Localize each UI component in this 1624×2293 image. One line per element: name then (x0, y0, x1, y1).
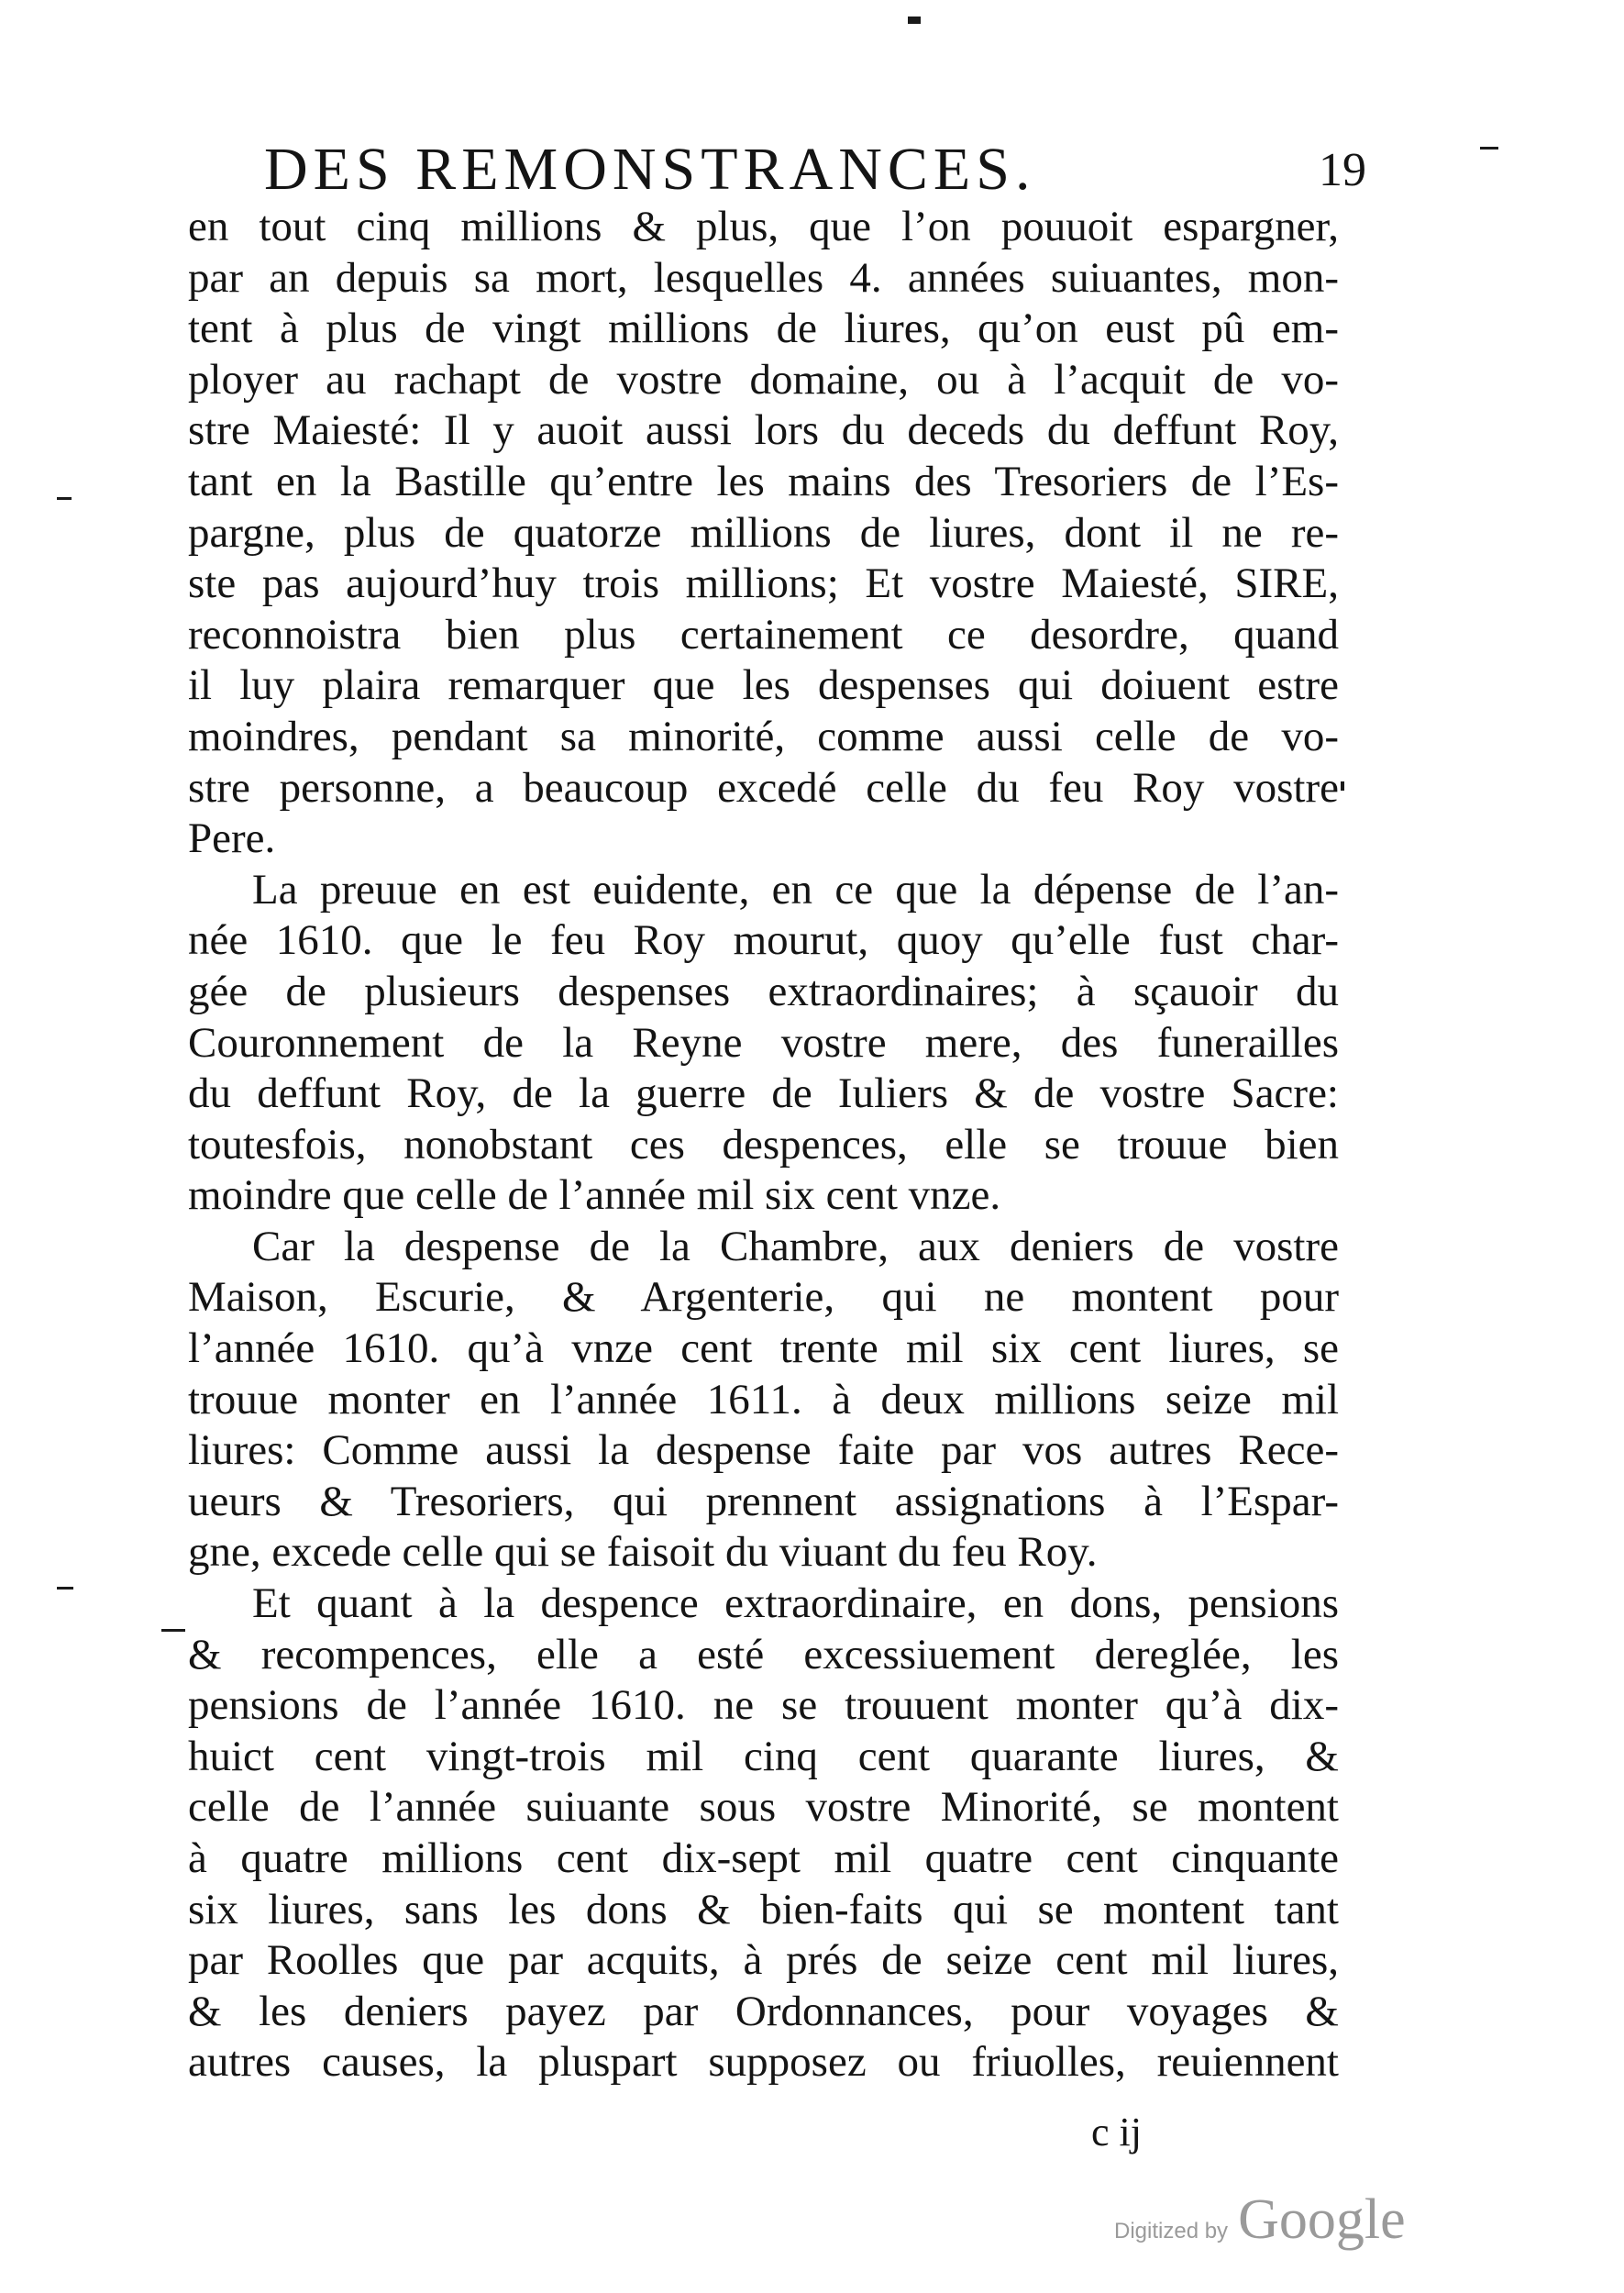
google-logo: Google (1238, 2188, 1406, 2251)
page-number: 19 (1319, 144, 1366, 196)
text-line: tent à plus de vingt millions de liures, qu’on eust pû em- (188, 305, 1339, 353)
text-line: du deffunt Roy, de la guerre de Iuliers & de vostre Sacre: (188, 1069, 1339, 1118)
text-line: Car la despense de la Chambre, aux deniers de vostre (252, 1222, 1339, 1270)
text-line: moindres, pendant sa minorité, comme aussi celle de vo- (188, 712, 1339, 760)
scan-speck (57, 497, 72, 500)
body-text (188, 202, 1339, 2088)
scan-speck (57, 1587, 73, 1590)
text-line: reconnoistra bien plus certainement ce desordre, quand (188, 610, 1339, 659)
text-line: Pere. (188, 814, 276, 863)
running-title: DES REMONSTRANCES. (264, 136, 1036, 203)
text-line: Couronnement de la Reyne vostre mere, des funerailles (188, 1018, 1339, 1067)
text-line: ste pas aujourd’huy trois millions; Et vostre Maiesté, SIRE, (188, 559, 1339, 608)
text-line: six liures, sans les dons & bien-faits qui se montent tant (188, 1885, 1339, 1933)
text-line: l’année 1610. qu’à vnze cent trente mil six cent liures, se (188, 1324, 1339, 1373)
scan-speck (1341, 781, 1344, 791)
text-line: trouue monter en l’année 1611. à deux millions seize mil (188, 1375, 1339, 1423)
text-line: liures: Comme aussi la despense faite par vos autres Rece- (188, 1426, 1339, 1475)
scan-speck (161, 1629, 185, 1632)
text-line: ployer au rachapt de vostre domaine, ou à l’acquit de vo- (188, 355, 1339, 404)
text-line: par Roolles que par acquits, à prés de seize cent mil liures, (188, 1936, 1339, 1985)
text-line: stre Maiesté: Il y auoit aussi lors du deceds du deffunt Roy, (188, 406, 1339, 455)
text-line: en tout cinq millions & plus, que l’on pouuoit espargner, (188, 203, 1339, 250)
text-line: toutesfois, nonobstant ces despences, elle se trouue bien (188, 1120, 1339, 1169)
text-line: à quatre millions cent dix-sept mil quatre cent cinquante (188, 1834, 1339, 1882)
text-line: tant en la Bastille qu’entre les mains des Tresoriers de l’Es- (188, 457, 1339, 505)
text-line: huict cent vingt-trois mil cinq cent quarante liures, & (188, 1732, 1339, 1780)
text-line: pargne, plus de quatorze millions de liures, dont il ne re- (188, 508, 1339, 557)
text-line: & recompences, elle a esté excessiuement dereglée, les (188, 1630, 1339, 1678)
text-line: Et quant à la despence extraordinaire, en dons, pensions (252, 1579, 1339, 1628)
text-line: pensions de l’année 1610. ne se trouuent monter qu’à dix- (188, 1681, 1339, 1730)
text-line: née 1610. que le feu Roy mourut, quoy qu’elle fust char- (188, 916, 1339, 965)
text-line: stre personne, a beaucoup excedé celle du feu Roy vostre (188, 763, 1339, 812)
digitized-watermark (1114, 2188, 1406, 2252)
text-line: gée de plusieurs despenses extraordinaires; à sçauoir du (188, 967, 1339, 1015)
text-line: il luy plaira remarquer que les despenses qui doiuent estre (188, 661, 1339, 710)
scan-speck (1480, 147, 1498, 150)
text-line: ueurs & Tresoriers, qui prennent assignations à l’Espar- (188, 1477, 1339, 1525)
scan-speck (908, 17, 921, 24)
watermark-prefix: Digitized by (1114, 2219, 1229, 2243)
text-line: & les deniers payez par Ordonnances, pour voyages & (188, 1987, 1339, 2035)
signature-mark: c ij (1091, 2110, 1142, 2155)
text-line: autres causes, la pluspart supposez ou friuolles, reuiennent (188, 2038, 1339, 2087)
text-line: gne, excede celle qui se faisoit du viuant du feu Roy. (188, 1528, 1098, 1577)
text-line: celle de l’année suiuante sous vostre Minorité, se montent (188, 1783, 1339, 1832)
text-line: Maison, Escurie, & Argenterie, qui ne montent pour (188, 1273, 1339, 1322)
text-line: par an depuis sa mort, lesquelles 4. années suiuantes, mon- (188, 253, 1339, 302)
page-header (264, 133, 1374, 206)
text-line: moindre que celle de l’année mil six cent vnze. (188, 1171, 1001, 1220)
text-line: La preuue en est euidente, en ce que la dépense de l’an- (252, 865, 1339, 914)
